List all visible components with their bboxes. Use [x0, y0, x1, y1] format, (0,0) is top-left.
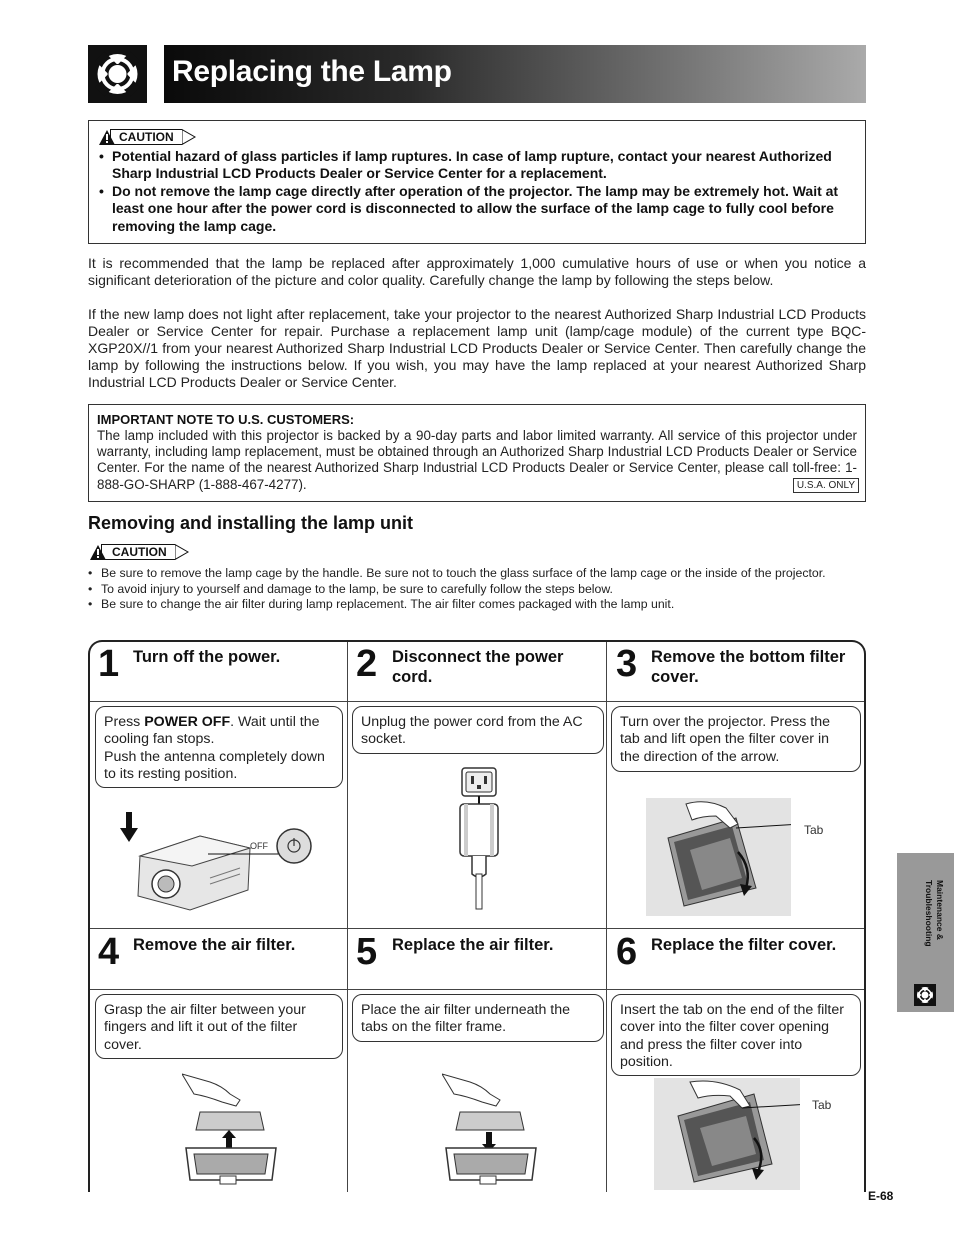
caution-label: CAUTION — [101, 544, 175, 560]
caution-item: • Do not remove the lamp cage directly after operation of the projector. The lamp may be extremely hot. Wait at least one hour after the power cord is disconnected to allow the surface of the lamp cage to fully cool before removing the lamp cage. — [99, 183, 859, 235]
step-title: Remove the air filter. — [133, 936, 296, 954]
page-title: Replacing the Lamp — [172, 55, 452, 88]
bullet-item: • Be sure to change the air filter during lamp replacement. The air filter comes packaged with the lamp unit. — [88, 597, 866, 613]
intro-paragraph: If the new lamp does not light after replacement, take your projector to the nearest Authorized Sharp Industrial LCD Products Dealer or Service Center for repair. Purchase a replacement lamp unit (lamp/cage module) of the current type BQC-XGP20X//1 from your nearest Authorized Sharp Industrial LCD Products Dealer or Service Center. Then carefully change the lamp by following the instructions below. If you wish, you may have the lamp replaced at your nearest Authorized Sharp Industrial LCD Products Dealer or Service Center. — [88, 306, 866, 391]
maintenance-icon — [914, 984, 936, 1006]
tab-label: Tab — [812, 1098, 832, 1112]
section-bullets — [88, 566, 866, 613]
note-title: IMPORTANT NOTE TO U.S. CUSTOMERS: — [97, 412, 355, 427]
filter-cover-open-illustration — [646, 798, 791, 916]
bullet-item: • To avoid injury to yourself and damage to the lamp, be sure to carefully follow the steps below. — [88, 582, 866, 598]
step-number: 2 — [356, 643, 378, 685]
bullet-item: • Be sure to remove the lamp cage by the handle. Be sure not to touch the glass surface of the lamp cage or the inside of the projector. — [88, 566, 866, 582]
step-number: 5 — [356, 931, 378, 973]
power-cord-illustration — [450, 766, 510, 911]
step-number: 6 — [616, 931, 638, 973]
step-text: Unplug the power cord from the AC socket. — [352, 706, 604, 754]
caution-arrow-icon — [175, 544, 189, 560]
side-tab-label: Maintenance & Troubleshooting — [924, 880, 945, 947]
title-bar — [164, 45, 866, 103]
warning-icon — [99, 130, 115, 145]
tab-label: Tab — [804, 823, 824, 837]
step-title: Remove the bottom filter cover. — [651, 648, 846, 686]
warning-icon — [90, 545, 106, 560]
step-title: Replace the air filter. — [392, 936, 554, 954]
step-text: Press POWER OFF. Wait until the cooling fan stops. Push the antenna completely down to its resting position. — [95, 706, 343, 788]
caution-tag — [99, 129, 196, 145]
caution-label: CAUTION — [110, 129, 182, 145]
replace-filter-cover-illustration — [654, 1078, 800, 1190]
step-title: Disconnect the power cord. — [392, 648, 564, 686]
remove-air-filter-illustration — [182, 1068, 282, 1186]
step-text: Place the air filter underneath the tabs on the filter frame. — [352, 994, 604, 1042]
section-heading: Removing and installing the lamp unit — [88, 513, 414, 533]
caution-list — [99, 148, 859, 235]
caution-arrow-icon — [182, 129, 196, 145]
caution-tag — [90, 544, 189, 560]
step-title: Turn off the power. — [133, 648, 281, 666]
intro-paragraph: It is recommended that the lamp be replaced after approximately 1,000 cumulative hours of use or when you notice a significant deterioration of the picture and color quality. Carefully change the lamp by following the steps below. — [88, 255, 866, 289]
page-number: E-68 — [868, 1189, 894, 1203]
step-text: Insert the tab on the end of the filter cover into the filter cover opening and press the filter cover into position. — [611, 994, 861, 1076]
step-number: 4 — [98, 931, 120, 973]
projector-power-off-illustration — [120, 808, 320, 918]
usa-only-badge: U.S.A. ONLY — [793, 478, 859, 493]
step-text: Turn over the projector. Press the tab and lift open the filter cover in the direction of the arrow. — [611, 706, 861, 772]
caution-box — [88, 120, 866, 244]
off-label: OFF — [250, 841, 268, 851]
place-air-filter-illustration — [442, 1068, 542, 1186]
important-note-box — [88, 404, 866, 502]
step-number: 1 — [98, 643, 120, 685]
maintenance-icon — [88, 45, 147, 103]
step-title: Replace the filter cover. — [651, 936, 837, 954]
steps-grid — [88, 640, 866, 1192]
step-number: 3 — [616, 643, 638, 685]
step-text: Grasp the air filter between your fingers and lift it out of the filter cover. — [95, 994, 343, 1059]
note-text: The lamp included with this projector is backed by a 90-day parts and labor limited warranty. All service of this projector under warranty, including lamp replacement, must be obtained through an Authorized Sharp Industrial LCD Products Dealer or Service Center. For the name of the nearest Authorized Sharp Industrial LCD Products Dealer or Service Center, please call toll-free: 1-888-GO-SHARP (1-888-467-4277). — [97, 428, 857, 492]
caution-item: • Potential hazard of glass particles if lamp ruptures. In case of lamp rupture, contact your nearest Authorized Sharp Industrial LCD Products Dealer or Service Center for a replacement. — [99, 148, 859, 183]
